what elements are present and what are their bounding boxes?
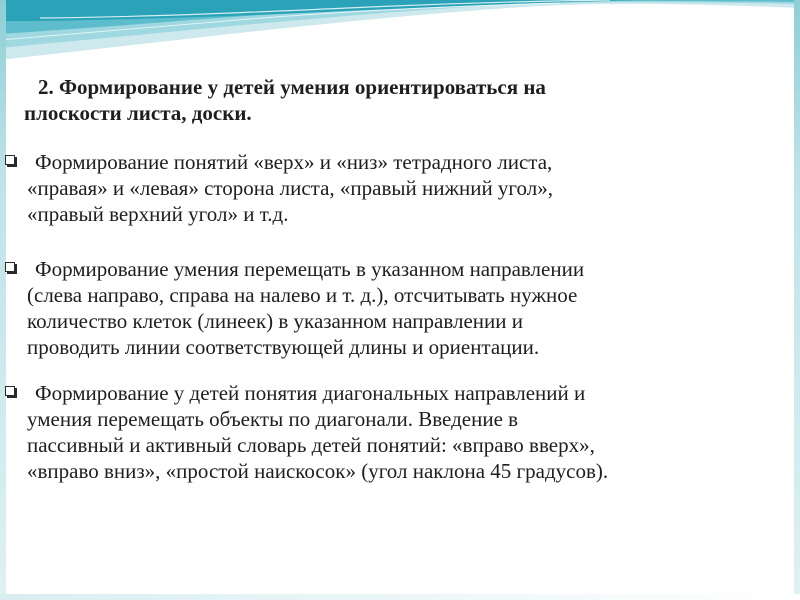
hollow-square-bullet-icon [5,155,15,165]
bullet-line: умения перемещать объекты по диагонали. Введение в [27,407,519,431]
hollow-square-bullet-icon [5,262,15,272]
bullet-item [5,256,785,360]
slide-heading [24,74,724,126]
bullet-line: Формирование умения перемещать в указанном направлении [35,257,585,281]
bullet-item [5,149,785,227]
bullet-line: «вправо вниз», «простой наискосок» (угол наклона 45 градусов). [27,459,609,483]
bullet-line: «правый верхний угол» и т.д. [27,202,289,226]
heading-line: плоскости листа, доски. [24,101,252,125]
bullet-line: количество клеток (линеек) в указанном направлении и [27,309,523,333]
bullet-line: проводить линии соответствующей длины и ориентации. [27,335,540,359]
hollow-square-bullet-icon [5,386,15,396]
bullet-line: пассивный и активный словарь детей понятий: «вправо вверх», [27,433,595,457]
bullet-line: «правая» и «левая» сторона листа, «правый нижний угол», [27,176,553,200]
bullet-line: Формирование у детей понятия диагональных направлений и [35,381,586,405]
bullet-line: Формирование понятий «верх» и «низ» тетрадного листа, [35,150,553,174]
bullet-line: (слева направо, справа на налево и т. д.), отсчитывать нужное [27,283,578,307]
bullet-item [5,380,785,484]
heading-line: 2. Формирование у детей умения ориентироваться на [38,75,546,99]
